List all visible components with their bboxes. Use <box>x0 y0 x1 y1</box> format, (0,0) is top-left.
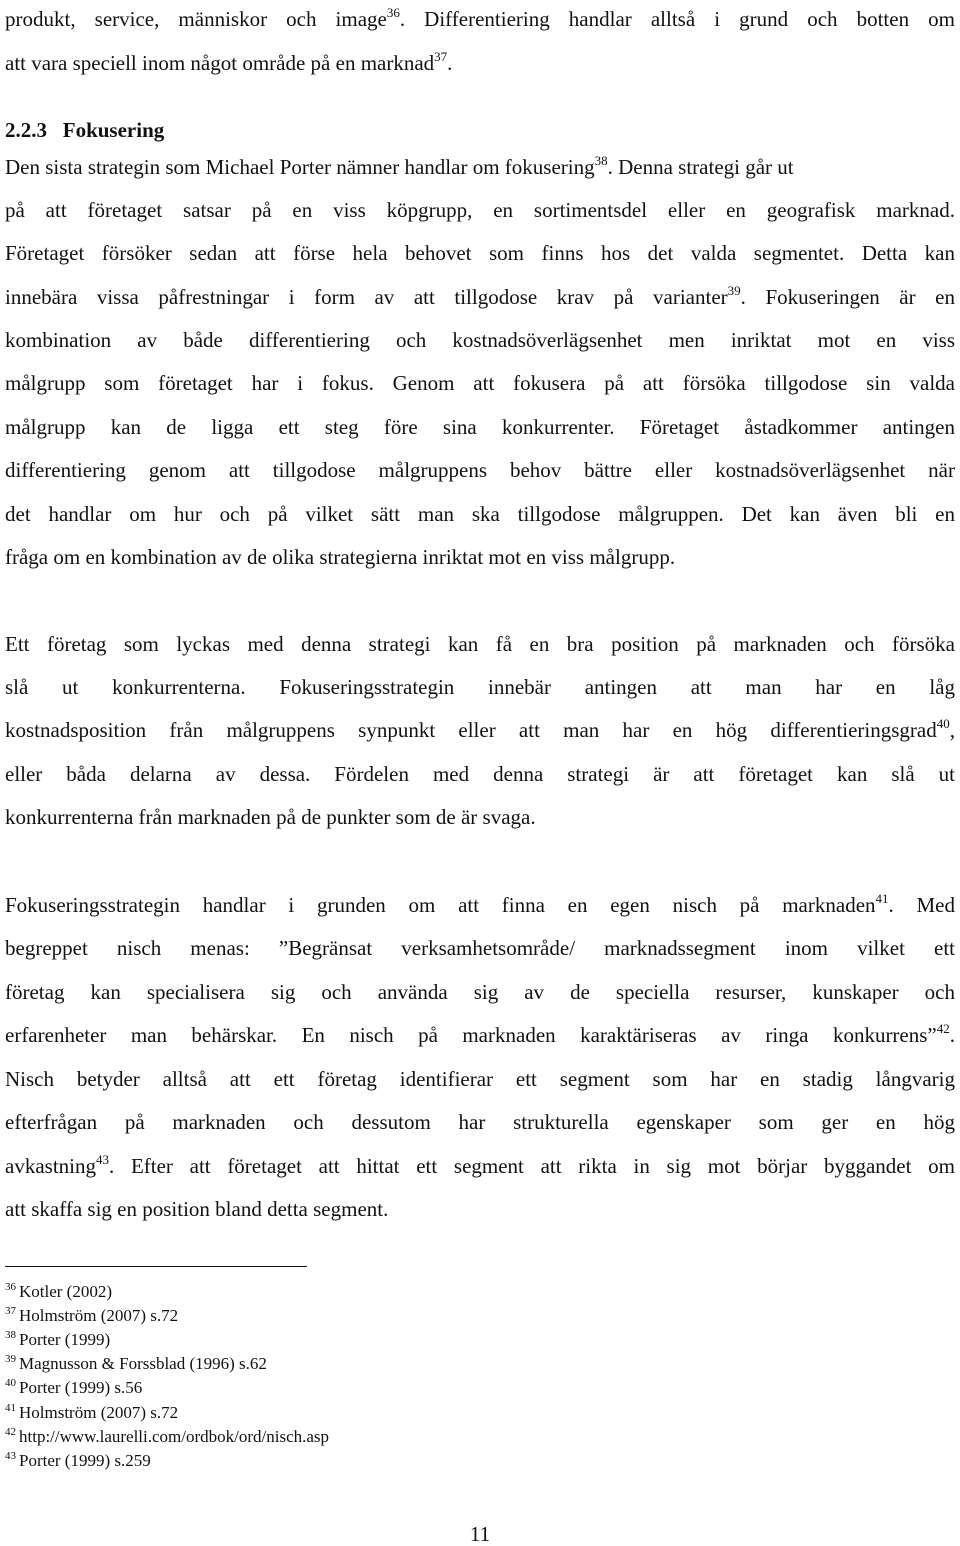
text-line: slå ut konkurrenterna. Fokuseringsstrategin innebär antingen att man har en låg <box>5 675 955 699</box>
section-heading <box>5 117 955 143</box>
text-line: differentiering genom att tillgodose målgruppens behov bättre eller kostnadsöverlägsenhet när <box>5 458 955 482</box>
text-line: Fokuseringsstrategin handlar i grunden om att finna en egen nisch på marknaden$^{41}$. Med <box>5 891 955 917</box>
footnote: $^{38}$ Porter (1999) <box>5 1329 111 1349</box>
text-line: målgrupp som företaget har i fokus. Genom att fokusera på att försöka tillgodose sin valda <box>5 371 955 395</box>
text-line: konkurrenterna från marknaden på de punkter som de är svaga. <box>5 805 536 829</box>
footnote-ref: 38 <box>594 153 608 168</box>
page-number: 11 <box>469 1522 491 1546</box>
text-line: eller båda delarna av dessa. Fördelen med denna strategi är att företaget kan slå ut <box>5 762 955 786</box>
footnote: $^{40}$ Porter (1999) s.56 <box>5 1377 143 1397</box>
text-line: efterfrågan på marknaden och dessutom har strukturella egenskaper som ger en hög <box>5 1110 955 1134</box>
footnote-ref: 43 <box>95 1152 109 1167</box>
text-line: begreppet nisch menas: ”Begränsat verksamhetsområde/ marknadssegment inom vilket ett <box>5 936 955 960</box>
footnote: $^{37}$ Holmström (2007) s.72 <box>5 1305 179 1325</box>
footnote: $^{41}$ Holmström (2007) s.72 <box>5 1402 179 1422</box>
text-line: Nisch betyder alltså att ett företag identifierar ett segment som har en stadig långvarig <box>5 1067 955 1091</box>
footnote-url: http://www.laurelli.com/ordbok/ord/nisch.asp <box>19 1427 330 1446</box>
text-line: företag kan specialisera sig och använda sig av de speciella resurser, kunskaper och <box>5 980 955 1004</box>
section-title: Fokusering <box>62 118 165 142</box>
text-line: Ett företag som lyckas med denna strategi kan få en bra position på marknaden och försöka <box>5 632 955 656</box>
text-line: innebära vissa påfrestningar i form av att tillgodose krav på varianter$^{39}$. Fokuseringen är en <box>5 283 955 309</box>
text-line: att vara speciell inom något område på en marknad$^{37}$. <box>5 49 453 75</box>
text-line: att skaffa sig en position bland detta segment. <box>5 1197 389 1221</box>
footnote: $^{42}$ http://www.laurelli.com/ordbok/ord/nisch.asp <box>5 1426 330 1446</box>
footnote: $^{43}$ Porter (1999) s.259 <box>5 1450 151 1470</box>
text-line: på att företaget satsar på en viss köpgrupp, en sortimentsdel eller en geografisk marknad. <box>5 198 955 222</box>
footnote-ref: 39 <box>727 283 741 298</box>
footnote-ref: 42 <box>936 1021 950 1036</box>
text-line: avkastning$^{43}$. Efter att företaget att hittat ett segment att rikta in sig mot börjar byggandet om <box>5 1152 955 1178</box>
footnote-separator <box>5 1266 307 1267</box>
footnote-ref: 40 <box>936 716 950 731</box>
section-number: 2.2.3 <box>5 118 47 142</box>
footnote: $^{36}$ Kotler (2002) <box>5 1281 113 1301</box>
text-line: kostnadsposition från målgruppens synpunkt eller att man har en hög differentieringsgrad$^{40}$, <box>5 716 955 742</box>
text-line: Företaget försöker sedan att förse hela behovet som finns hos det valda segmentet. Detta kan <box>5 241 955 265</box>
text-line: det handlar om hur och på vilket sätt man ska tillgodose målgruppen. Det kan även bli en <box>5 502 955 526</box>
footnote: $^{39}$ Magnusson & Forssblad (1996) s.62 <box>5 1353 267 1373</box>
footnote-ref: 36 <box>386 5 400 20</box>
text-line: produkt, service, människor och image$^{36}$. Differentiering handlar alltså i grund och botten om <box>5 5 955 31</box>
text-line: Den sista strategin som Michael Porter nämner handlar om fokusering$^{38}$. Denna strategi går ut <box>5 153 794 179</box>
text-line: fråga om en kombination av de olika strategierna inriktat mot en viss målgrupp. <box>5 545 676 569</box>
text-line: erfarenheter man behärskar. En nisch på marknaden karaktäriseras av ringa konkurrens”$^{42}$. <box>5 1021 955 1047</box>
footnote-ref: 41 <box>875 891 889 906</box>
text-line: kombination av både differentiering och kostnadsöverlägsenhet men inriktat mot en viss <box>5 328 955 352</box>
text-line: målgrupp kan de ligga ett steg före sina konkurrenter. Företaget åstadkommer antingen <box>5 415 955 439</box>
footnote-ref: 37 <box>434 49 448 64</box>
